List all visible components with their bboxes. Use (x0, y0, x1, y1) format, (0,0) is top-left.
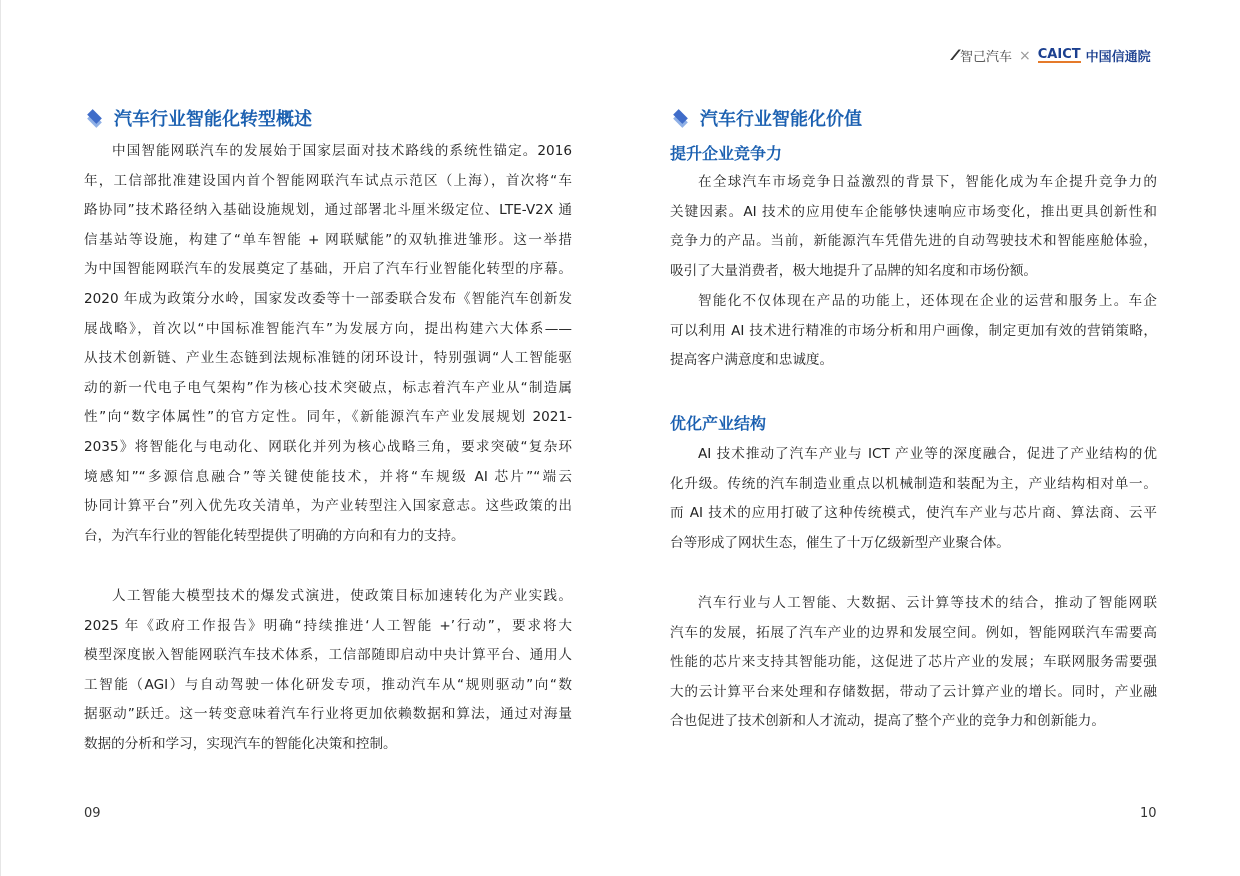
layers-icon (84, 109, 106, 127)
text-line: 动的新一代电子电气架构”作为核心技术突破点，标志着汽车产业从“制造属 (84, 379, 572, 396)
section-heading (84, 106, 312, 130)
text-line: 台等形成了网状生态，催生了十万亿级新型产业聚合体。 (670, 534, 1010, 551)
page-number-right: 10 (1140, 806, 1157, 821)
text-line: 展战略》，首次以“中国标准智能汽车”为发展方向，提出构建六大体系—— (84, 320, 572, 337)
text-line: 境感知”“多源信息融合”等关键使能技术，并将“车规级 AI 芯片”“端云 (84, 468, 572, 485)
text-line: 吸引了大量消费者，极大地提升了品牌的知名度和市场份额。 (670, 262, 1038, 279)
paragraph (670, 440, 1157, 558)
text-line: 关键因素。AI 技术的应用使车企能够快速响应市场变化，推出更具创新性和 (670, 203, 1157, 220)
paragraph (670, 168, 1157, 286)
text-line: 据驱动”跃迁。这一转变意味着汽车行业将更加依赖数据和算法，通过对海量 (84, 706, 572, 723)
section-heading-text: 汽车行业智能化转型概述 (114, 109, 312, 130)
paragraph (84, 137, 572, 551)
text-line: 性能的芯片来支持其智能功能，这促进了芯片产业的发展；车联网服务需要强 (670, 654, 1157, 671)
section-heading (670, 106, 862, 130)
zhiji-logo-mark: ⁄⁄⁄ (954, 47, 956, 64)
text-line: 从技术创新链、产业生态链到法规标准链的闭环设计，特别强调“人工智能驱 (84, 350, 572, 367)
text-line: 工智能（AGI）与自动驾驶一体化研发专项，推动汽车从“规则驱动”向“数 (84, 676, 572, 693)
text-line: AI 技术推动了汽车产业与 ICT 产业等的深度融合，促进了产业结构的优 (698, 446, 1157, 462)
text-line: 汽车的发展，拓展了汽车产业的边界和发展空间。例如，智能网联汽车需要高 (670, 624, 1157, 641)
section-heading-text: 汽车行业智能化价值 (700, 109, 862, 130)
text-line: 合也促进了技术创新和人才流动，提高了整个产业的竞争力和创新能力。 (670, 713, 1105, 730)
text-line: 大的云计算平台来处理和存储数据，带动了云计算产业的增长。同时，产业融 (670, 683, 1157, 700)
text-line: 数据的分析和学习，实现汽车的智能化决策和控制。 (84, 735, 397, 752)
text-line: 2025 年《政府工作报告》明确“持续推进‘人工智能 +’行动”，要求将大 (84, 617, 572, 634)
text-line: 中国智能网联汽车的发展始于国家层面对技术路线的系统性锚定。2016 (112, 143, 572, 159)
text-line: 提高客户满意度和忠诚度。 (670, 352, 834, 369)
text-line: 而 AI 技术的应用打破了这种传统模式，使汽车产业与芯片商、算法商、云平 (670, 505, 1157, 522)
paragraph (84, 582, 572, 760)
paragraph (670, 287, 1157, 376)
text-line: 模型深度嵌入智能网联汽车技术体系，工信部随即启动中央计算平台、通用人 (84, 647, 572, 664)
subheading: 优化产业结构 (670, 414, 767, 433)
text-line: 智能化不仅体现在产品的功能上，还体现在企业的运营和服务上。车企 (698, 293, 1157, 309)
text-line: 路协同”技术路径纳入基础设施规划，通过部署北斗厘米级定位、LTE-V2X 通 (84, 202, 572, 219)
text-line: 年，工信部批准建设国内首个智能网联汽车试点示范区（上海），首次将“车 (84, 172, 572, 189)
text-line: 在全球汽车市场竞争日益激烈的背景下，智能化成为车企提升竞争力的 (698, 174, 1157, 190)
page-number-left: 09 (84, 806, 101, 821)
caict-name: 中国信通院 (1085, 50, 1151, 65)
layers-icon (670, 109, 692, 127)
caict-logo: CAICT (1037, 47, 1081, 62)
text-line: 人工智能大模型技术的爆发式演进，使政策目标加速转化为产业实践。 (112, 588, 572, 604)
text-line: 可以利用 AI 技术进行精准的市场分析和用户画像，制定更加有效的营销策略， (670, 322, 1157, 339)
paragraph (670, 589, 1157, 737)
text-line: 化升级。传统的汽车制造业重点以机械制造和装配为主，产业结构相对单一。 (670, 475, 1157, 492)
text-line: 为中国智能网联汽车的发展奠定了基础，开启了汽车行业智能化转型的序幕。 (84, 261, 572, 278)
zhiji-brand-name: 智己汽车 (960, 50, 1013, 65)
subheading: 提升企业竞争力 (670, 144, 783, 163)
text-line: 2035》将智能化与电动化、网联化并列为核心战略三角，要求突破“复杂环 (84, 438, 572, 455)
text-line: 性”向“数字体属性”的官方定性。同年，《新能源汽车产业发展规划 2021- (84, 409, 572, 426)
text-line: 协同计算平台”列入优先攻关清单，为产业转型注入国家意志。这些政策的出 (84, 498, 572, 515)
text-line: 汽车行业与人工智能、大数据、云计算等技术的结合，推动了智能网联 (698, 595, 1157, 611)
text-line: 2020 年成为政策分水岭，国家发改委等十一部委联合发布《智能汽车创新发 (84, 290, 572, 307)
text-line: 信基站等设施，构建了“单车智能 + 网联赋能”的双轨推进雏形。这一举措 (84, 231, 572, 248)
text-line: 竞争力的产品。当前，新能源汽车凭借先进的自动驾驶技术和智能座舱体验， (670, 233, 1157, 250)
page-edge (0, 0, 1, 876)
text-line: 台，为汽车行业的智能化转型提供了明确的方向和有力的支持。 (84, 527, 465, 544)
logo-separator: × (1019, 47, 1031, 64)
header-logo (954, 46, 1151, 65)
